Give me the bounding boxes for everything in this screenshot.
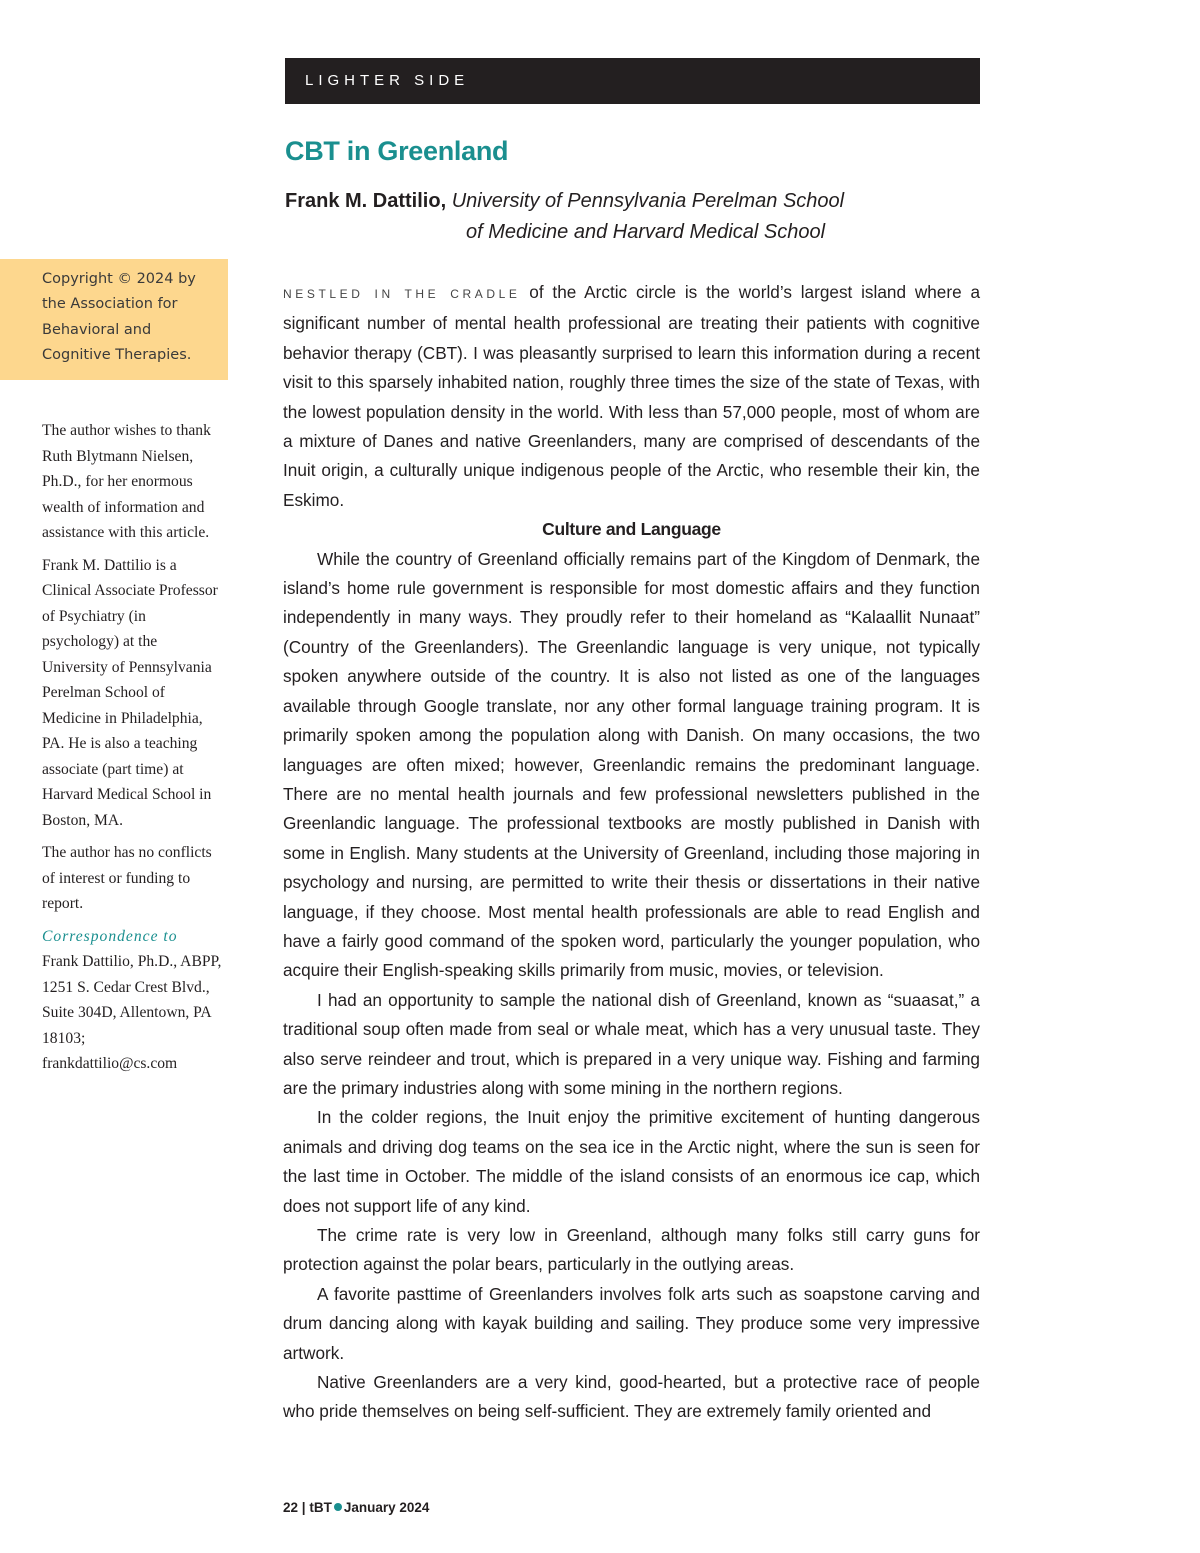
correspondence [42,924,224,1077]
publication-name: tBT [309,1500,332,1515]
section-subhead: Culture and Language [542,519,721,540]
body-paragraph: While the country of Greenland officially remains part of the Kingdom of Denmark, the island’s home rule government is responsible for most domestic affairs and they function independently in many ways. They proudly refer to their homeland as “Kalaallit Nunaat” (Country of the Greenlanders). The Greenlandic language is very unique, not typically spoken anywhere outside of the country. It is also not listed as one of the languages available through Google translate, nor any other formal language training program. It is primarily spoken among the population along with Danish. On many occasions, the two languages are often mixed; however, Greenlandic remains the predominant language. There are no mental health journals and few professional newsletters published in the Greenlandic language. The professional textbooks are mostly published in Danish with some in English. Many students at the University of Greenland, including those majoring in psychology and nursing, are permitted to write their thesis or dissertations in their native language, if they choose. Most mental health professionals are able to read English and have a fairly good command of the spoken word, particularly the younger population, who acquire their English-speaking skills primarily from music, movies, or television. [283,548,980,981]
footer-separator: | [301,1500,306,1515]
body-paragraph: In the colder regions, the Inuit enjoy the primitive excitement of hunting dangerous animals and driving dog teams on the sea ice in the Arctic night, where the sun is seen for the last time in October. The middle of the island consists of an enormous ice cap, which does not support life of any kind. [283,1107,980,1216]
correspondence-heading: Correspondence to [42,927,178,945]
byline [285,186,985,248]
acknowledgment-note: The author wishes to thank Ruth Blytmann Nielsen, Ph.D., for her enormous wealth of information and assistance with this article. [42,422,211,541]
body-paragraph: Native Greenlanders are a very kind, good-hearted, but a protective race of people who pride themselves on being self-sufficient. They are extremely family oriented and [283,1372,980,1422]
lead-in: NESTLED IN THE CRADLE [283,287,521,301]
body-paragraph: The crime rate is very low in Greenland, although many folks still carry guns for protection against the polar bears, particularly in the outlying areas. [283,1225,980,1275]
bullet-dot-icon [334,1503,342,1511]
issue-date: January 2024 [343,1500,430,1515]
section-label: LIGHTER SIDE [305,72,470,89]
conflict-statement: The author has no conflicts of interest or funding to report. [42,844,212,912]
article-body [283,278,980,1427]
author-sidebar [42,418,224,1084]
section-label-bar [285,58,980,104]
correspondence-address: Frank Dattilio, Ph.D., ABPP, 1251 S. Cedar Crest Blvd., Suite 304D, Allentown, PA 18103; frankdattilio@cs.com [42,953,222,1072]
intro-paragraph [283,278,980,515]
author-bio: Frank M. Dattilio is a Clinical Associate Professor of Psychiatry (in psychology) at the University of Pennsylvania Perelman School of Medicine in Philadelphia, PA. He is also a teaching associate (part time) at Harvard Medical School in Boston, MA. [42,556,218,829]
intro-text: of the Arctic circle is the world’s largest island where a significant number of mental health professional are treating their patients with cognitive behavior therapy (CBT). I was pleasantly surprised to learn this information during a recent visit to this sparsely inhabited nation, roughly three times the size of the state of Texas, with the lowest population density in the world. With less than 57,000 people, most of whom are a mixture of Danes and native Greenlanders, many are comprised of descendants of the Inuit origin, a culturally unique indigenous people of the Arctic, who resemble their kin, the Eskimo. [283,282,980,510]
copyright-notice: Copyright © 2024 by the Association for Behavioral and Cognitive Therapies. [0,259,228,380]
affiliation-line-2: of Medicine and Harvard Medical School [466,221,826,243]
affiliation-line-1: University of Pennsylvania Perelman School [451,190,845,212]
author-name: Frank M. Dattilio, [285,190,447,212]
page-number: 22 [283,1500,299,1515]
page-footer [283,1500,429,1515]
article-title: CBT in Greenland [285,136,509,166]
body-paragraph: A favorite pasttime of Greenlanders involves folk arts such as soapstone carving and drum dancing along with kayak building and sailing. They produce some very impressive artwork. [283,1283,980,1363]
body-paragraph: I had an opportunity to sample the national dish of Greenland, known as “suaasat,” a traditional soup often made from seal or whale meat, which has a very unusual taste. They also serve reindeer and trout, which is prepared in a very unique way. Fishing and farming are the primary industries along with some mining in the northern regions. [283,989,980,1098]
